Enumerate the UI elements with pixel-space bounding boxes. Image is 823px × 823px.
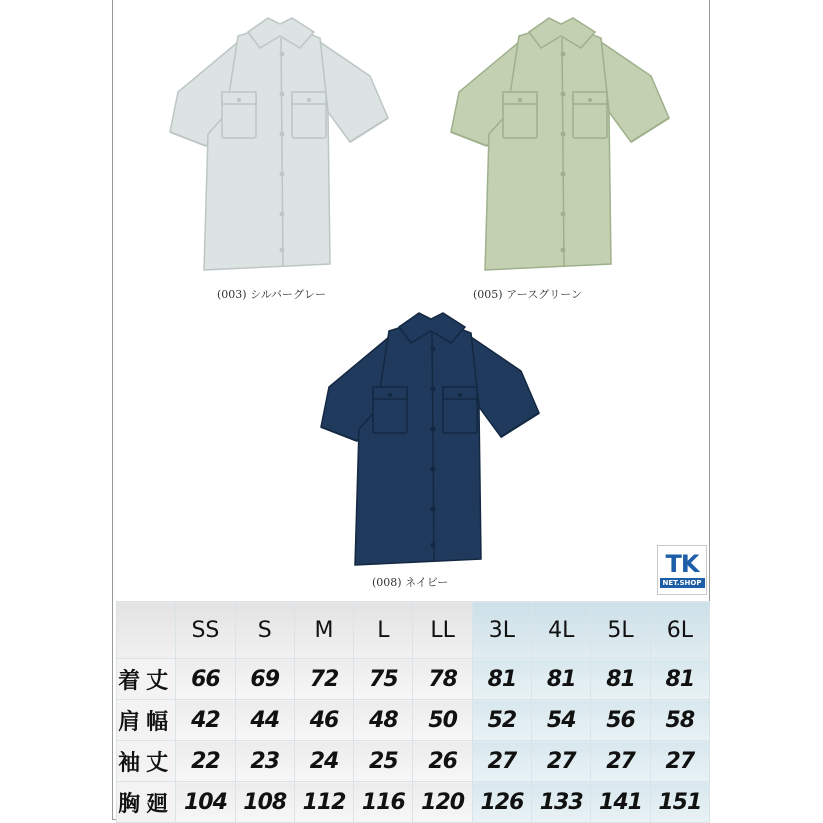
- size-header: 5L: [591, 602, 650, 659]
- table-corner: [117, 602, 176, 659]
- table-row: [117, 741, 710, 782]
- table-cell: 46: [294, 700, 353, 741]
- size-header: L: [354, 602, 413, 659]
- size-header: S: [235, 602, 294, 659]
- shirt-image-earth-green: [449, 14, 671, 276]
- table-cell: 78: [413, 659, 472, 700]
- size-header: 6L: [650, 602, 709, 659]
- table-cell: 81: [532, 659, 591, 700]
- table-cell: 75: [354, 659, 413, 700]
- tk-netshop-logo: [657, 545, 707, 595]
- size-header: 3L: [472, 602, 531, 659]
- table-cell: 23: [235, 741, 294, 782]
- caption-earth-green: (005) アースグリーン: [473, 288, 582, 301]
- table-cell: 120: [413, 782, 472, 823]
- caption-silver-grey: (003) シルバーグレー: [217, 288, 327, 301]
- table-cell: 44: [235, 700, 294, 741]
- table-cell: 52: [472, 700, 531, 741]
- shirt-image-silver-grey: [168, 14, 390, 276]
- table-cell: 22: [176, 741, 235, 782]
- table-cell: 27: [532, 741, 591, 782]
- row-label: 着丈: [117, 659, 176, 700]
- table-cell: 26: [413, 741, 472, 782]
- table-cell: 81: [472, 659, 531, 700]
- size-header: M: [294, 602, 353, 659]
- logo-subtext: NET.SHOP: [660, 578, 705, 588]
- table-cell: 24: [294, 741, 353, 782]
- table-cell: 42: [176, 700, 235, 741]
- table-cell: 108: [235, 782, 294, 823]
- table-cell: 72: [294, 659, 353, 700]
- table-cell: 126: [472, 782, 531, 823]
- table-cell: 104: [176, 782, 235, 823]
- size-header: 4L: [532, 602, 591, 659]
- table-cell: 58: [650, 700, 709, 741]
- table-cell: 27: [591, 741, 650, 782]
- table-cell: 151: [650, 782, 709, 823]
- table-row: [117, 659, 710, 700]
- table-cell: 141: [591, 782, 650, 823]
- size-header: LL: [413, 602, 472, 659]
- table-cell: 81: [591, 659, 650, 700]
- table-cell: 48: [354, 700, 413, 741]
- table-cell: 116: [354, 782, 413, 823]
- table-row: [117, 700, 710, 741]
- size-chart-table: [116, 601, 710, 823]
- table-cell: 27: [650, 741, 709, 782]
- size-header: SS: [176, 602, 235, 659]
- size-header-row: [117, 602, 710, 659]
- table-cell: 133: [532, 782, 591, 823]
- shirt-image-navy: [319, 309, 541, 571]
- table-cell: 81: [650, 659, 709, 700]
- row-label: 袖丈: [117, 741, 176, 782]
- table-cell: 69: [235, 659, 294, 700]
- table-cell: 25: [354, 741, 413, 782]
- table-cell: 66: [176, 659, 235, 700]
- table-cell: 27: [472, 741, 531, 782]
- table-cell: 54: [532, 700, 591, 741]
- row-label: 胸廻: [117, 782, 176, 823]
- table-cell: 50: [413, 700, 472, 741]
- row-label: 肩幅: [117, 700, 176, 741]
- table-cell: 112: [294, 782, 353, 823]
- logo-text: TK: [665, 550, 699, 578]
- table-cell: 56: [591, 700, 650, 741]
- caption-navy: (008) ネイビー: [372, 576, 449, 589]
- table-row: [117, 782, 710, 823]
